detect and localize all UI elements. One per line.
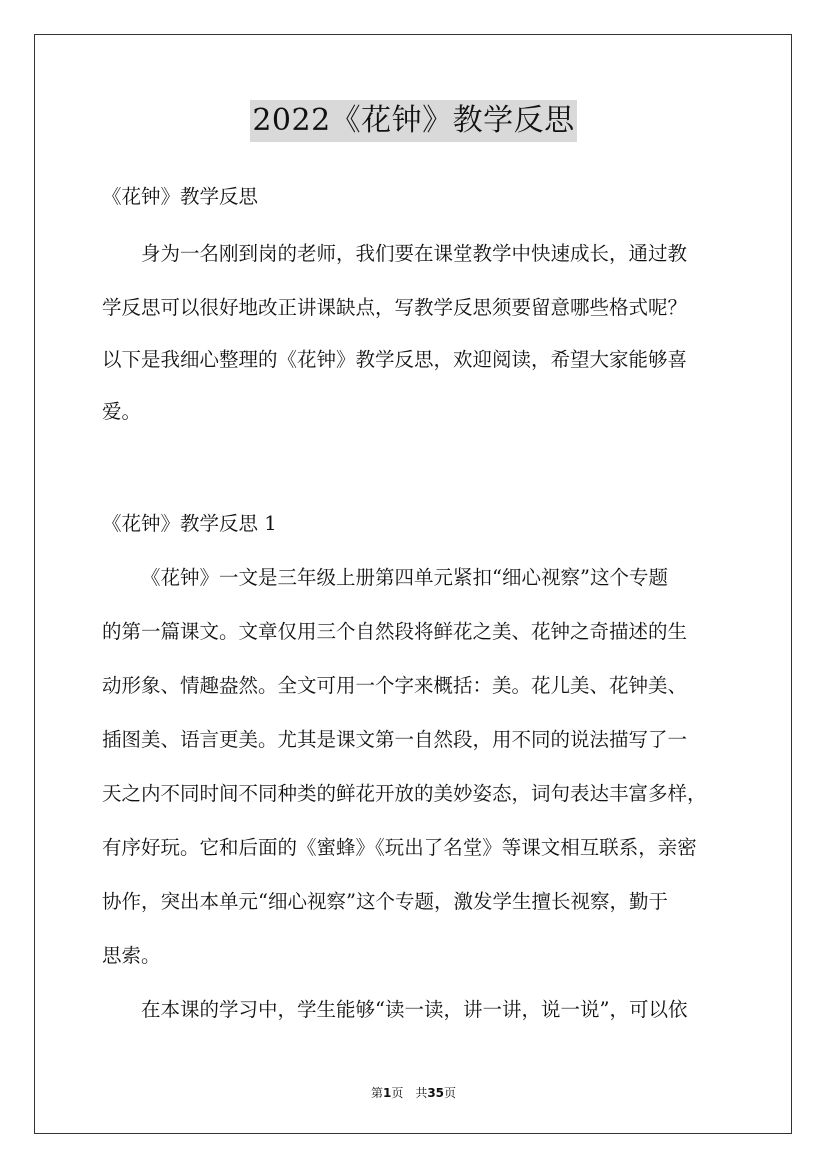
paragraph-line: 协作，突出本单元“细心视察”这个专题，激发学生擅长视察，勤于 bbox=[102, 890, 668, 913]
paragraph-line: 以下是我细心整理的《花钟》教学反思，欢迎阅读，希望大家能够喜 bbox=[102, 348, 688, 371]
title-wrap bbox=[0, 100, 827, 142]
paragraph-line: 思索。 bbox=[102, 944, 161, 967]
section-heading: 《花钟》教学反思 bbox=[102, 185, 259, 208]
footer-suffix: 页 bbox=[444, 1086, 457, 1100]
paragraph-line: 身为一名刚到岗的老师，我们要在课堂教学中快速成长，通过教 bbox=[141, 242, 688, 265]
footer-prefix: 第 bbox=[370, 1086, 383, 1100]
footer-total-pages: 35 bbox=[427, 1086, 445, 1100]
paragraph-line: 插图美、语言更美。尤其是课文第一自然段，用不同的说法描写了一 bbox=[102, 728, 688, 751]
section-heading: 《花钟》教学反思 1 bbox=[102, 512, 277, 535]
footer-page-number: 1 bbox=[382, 1086, 392, 1100]
paragraph-line: 天之内不同时间不同种类的鲜花开放的美妙姿态，词句表达丰富多样， bbox=[102, 782, 707, 805]
footer-mid: 页 共 bbox=[391, 1086, 428, 1100]
paragraph-line: 动形象、情趣盎然。全文可用一个字来概括：美。花儿美、花钟美、 bbox=[102, 674, 688, 697]
document-title: 2022《花钟》教学反思 bbox=[250, 100, 576, 142]
paragraph-line: 有序好玩。它和后面的《蜜蜂》《玩出了名堂》等课文相互联系，亲密 bbox=[102, 836, 697, 859]
page-footer bbox=[0, 1084, 827, 1101]
paragraph-line: 学反思可以很好地改正讲课缺点，写教学反思须要留意哪些格式呢？ bbox=[102, 296, 688, 319]
paragraph-line: 爱。 bbox=[102, 400, 142, 423]
paragraph-line: 的第一篇课文。文章仅用三个自然段将鲜花之美、花钟之奇描述的生 bbox=[102, 620, 688, 643]
paragraph-line: 在本课的学习中，学生能够“读一读，讲一讲，说一说”，可以依 bbox=[141, 998, 688, 1021]
paragraph-line: 《花钟》一文是三年级上册第四单元紧扣“细心视察”这个专题 bbox=[141, 566, 668, 589]
